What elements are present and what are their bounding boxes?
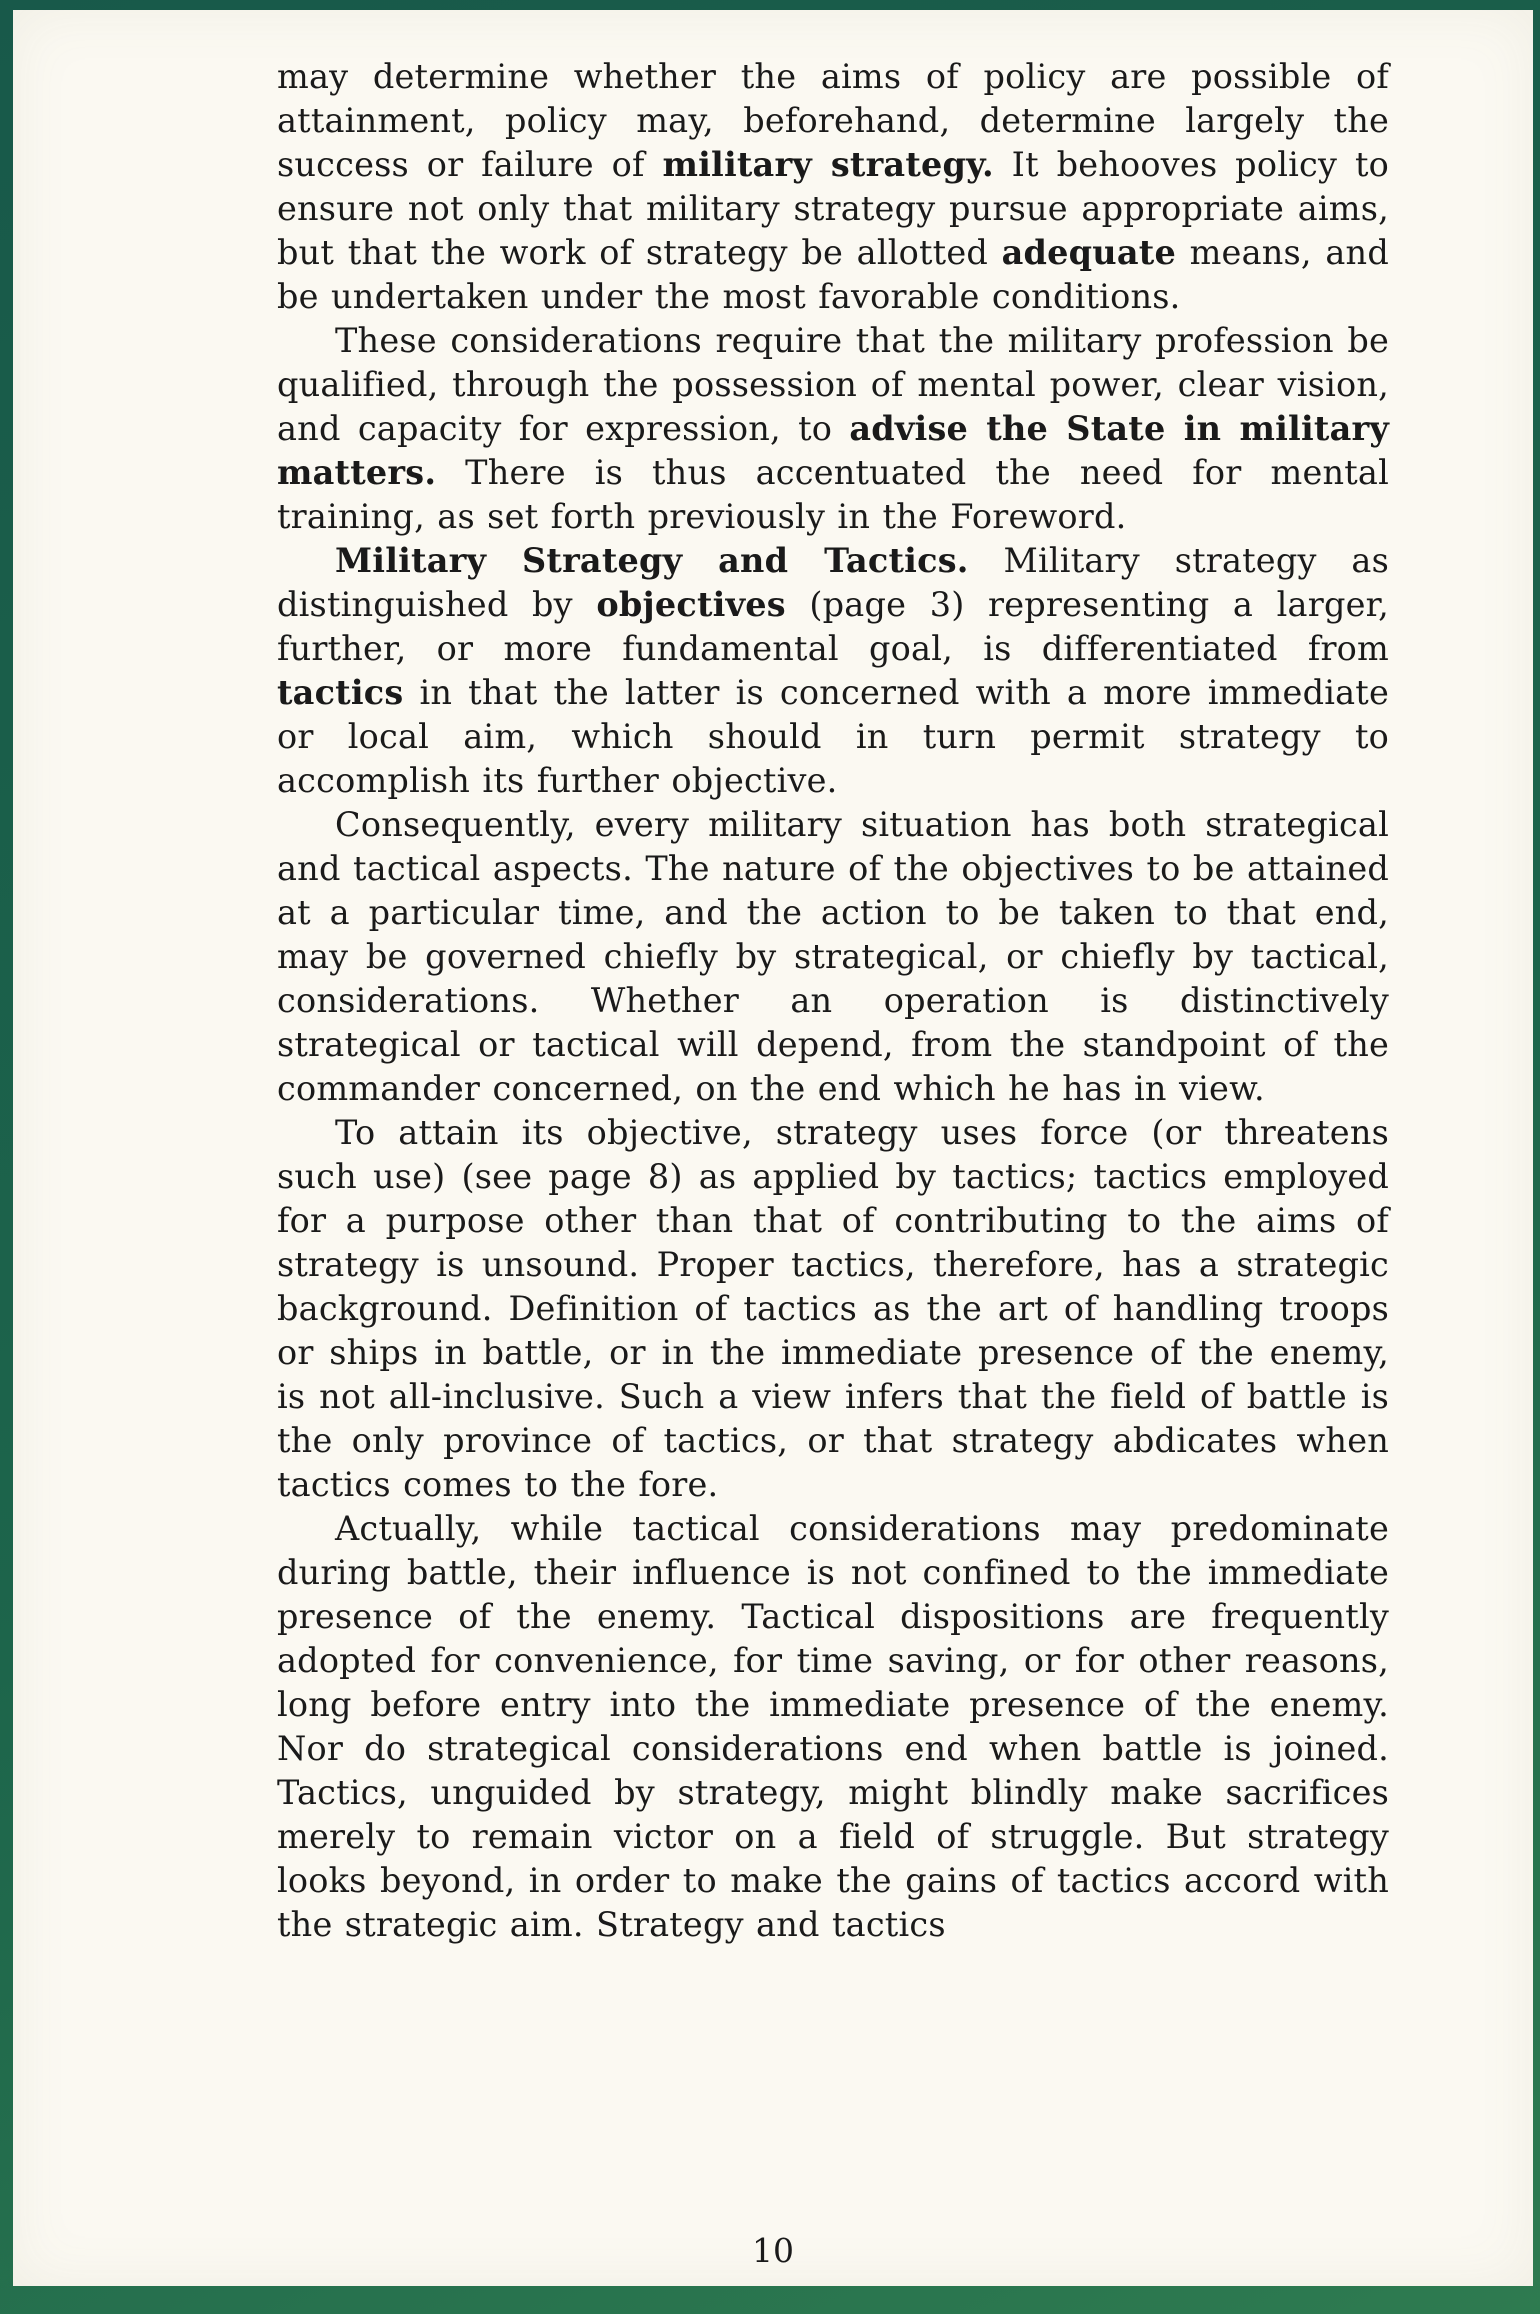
page-number: 10 (752, 2231, 794, 2270)
text-run: Actually, while tactical considerations may predominate during battle, their influence is not confined to the immediate presence of the enemy. Tactical dispositions are frequently adopted for convenience, for time saving, or for other reasons, long before entry into the immediate presence of the enemy. Nor do strategical considerations end when battle is joined. Tactics, unguided by strategy, might blindly make sacrifices merely to remain victor on a field of struggle. But strategy looks beyond, in order to make the gains of tactics accord with the strategic aim. Strategy and tactics (277, 1509, 1389, 1944)
text-run: It behooves policy to ensure not only that military strategy pursue appropriate aims, but that the work of strategy be allotted (277, 145, 1389, 272)
text-run: These considerations require that the military profession be qualified, through the possession of mental power, clear vision, and capacity for expression, to (277, 321, 1389, 448)
paragraph (277, 1111, 1389, 1507)
bold-text-run: Military Strategy and Tactics. (335, 541, 969, 580)
bold-text-run: advise the State in military matters. (277, 409, 1389, 492)
text-run: may determine whether the aims of policy are possible of attainment, policy may, beforehand, determine largely the success or failure of (277, 57, 1389, 184)
paragraph (277, 55, 1389, 319)
paragraph (277, 1507, 1389, 1947)
text-run: means, and be undertaken under the most favorable conditions. (277, 233, 1389, 316)
bold-text-run: objectives (596, 585, 786, 624)
text-run: in that the latter is concerned with a more immediate or local aim, which should in turn permit strategy to accomplish its further objective. (277, 673, 1389, 800)
paragraph (277, 319, 1389, 539)
bold-text-run: tactics (277, 673, 404, 712)
text-run: There is thus accentuated the need for mental training, as set forth previously in the Foreword. (277, 453, 1389, 536)
text-run: (page 3) representing a larger, further, or more fundamental goal, is differentiated from (277, 585, 1389, 668)
text-run: Consequently, every military situation has both strategical and tactical aspects. The nature of the objectives to be attained at a particular time, and the action to be taken to that end, may be governed chiefly by strategical, or chiefly by tactical, considerations. Whether an operation is distinctively strategical or tactical will depend, from the standpoint of the commander concerned, on the end which he has in view. (277, 805, 1389, 1108)
book-page (13, 10, 1533, 2286)
paragraph (277, 803, 1389, 1111)
text-run: Military strategy as distinguished by (277, 541, 1389, 624)
page-text (277, 55, 1389, 1947)
bold-text-run: adequate (1001, 233, 1176, 272)
text-run: To attain its objective, strategy uses force (or threatens such use) (see page 8) as applied by tactics; tactics employed for a purpose other than that of contributing to the aims of strategy is unsound. Proper tactics, therefore, has a strategic background. Definition of tactics as the art of handling troops or ships in battle, or in the immediate presence of the enemy, is not all-inclusive. Such a view infers that the field of battle is the only province of tactics, or that strategy abdicates when tactics comes to the fore. (277, 1113, 1389, 1504)
paragraph (277, 539, 1389, 803)
bold-text-run: military strategy. (662, 145, 994, 184)
